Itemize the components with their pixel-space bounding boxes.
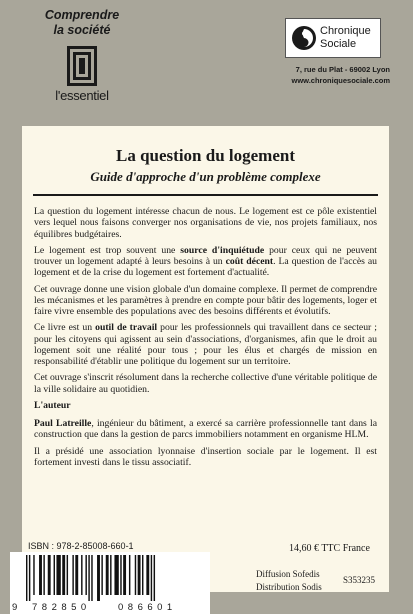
barcode-bar — [110, 555, 111, 595]
barcode-bar — [75, 555, 78, 595]
barcode-bar — [120, 555, 121, 595]
book-title: La question du logement — [116, 146, 295, 165]
barcode-bar — [67, 555, 68, 595]
publisher-website: www.chroniquesociale.com — [291, 76, 390, 85]
barcode-bar — [135, 555, 136, 595]
summary-text — [34, 206, 377, 473]
barcode-bar — [123, 555, 126, 595]
barcode-bar — [81, 555, 82, 595]
diffusion: Diffusion Sofedis — [256, 569, 320, 579]
publisher-emblem-icon — [291, 25, 317, 51]
barcode-right-digits: 086601 — [118, 602, 177, 613]
barcode-bar — [72, 555, 73, 595]
barcode-bar — [114, 555, 118, 595]
collection-line-1: Comprendre — [44, 8, 120, 22]
author-heading: L'auteur — [34, 399, 71, 411]
barcode-bar — [91, 555, 92, 601]
barcode-bar — [54, 555, 55, 595]
collection-logo — [36, 8, 128, 103]
barcode-bar — [138, 555, 141, 595]
barcode-bar — [154, 555, 155, 601]
price: 14,60 € TTC France — [289, 543, 370, 554]
barcode-bar — [97, 555, 100, 601]
paragraph-2: Le logement est trop souvent une source d'inquiétude pour ceux qui ne peuvent trouver un logement adapté à leurs besoins à un coût décent. La question de l'accès au logement et de la crise du logement est fortement d'actualité. — [34, 244, 377, 279]
barcode-bar — [33, 555, 34, 595]
isbn: ISBN : 978-2-85008-660-1 — [28, 541, 134, 551]
publisher-contact — [230, 64, 390, 86]
paragraph-5: Cet ouvrage s'inscrit résolument dans la recherche collective d'une véritable politique de la ville solidaire au quotidien. — [34, 372, 377, 395]
paragraph-4: Ce livre est un outil de travail pour les professionnels qui travaillent dans ce secteur ; pour les citoyens qui agissent au sein d'associations, d'organismes, afin que le droit au logement soit une réalité pour tous ; pour les élus et chargés de mission en responsabilité d'établir une politique du logement sur un territoire. — [34, 322, 377, 367]
barcode-bars — [20, 555, 200, 601]
barcode — [10, 552, 210, 614]
distribution-info — [256, 568, 322, 594]
paragraph-3: Cet ouvrage donne une vision globale d'un domaine complexe. Il permet de comprendre les mécanismes et les paramètres à prendre en compte pour bâtir des logements, loger et faire vivre ensemble des populations avec des besoins différents et évolutifs. — [34, 283, 377, 317]
collection-line-2: la société — [53, 23, 111, 37]
barcode-bar — [56, 555, 60, 595]
paragraph-1: La question du logement intéresse chacun de nous. Le logement est ce pôle existentiel vers lequel nous faisons converger nos organisations de vie, nos projets familiaux, nos équilibres budgétaires. — [34, 206, 377, 240]
publisher-name — [320, 25, 371, 51]
publisher-address: 7, rue du Plat - 69002 Lyon — [295, 65, 390, 74]
barcode-bar — [85, 555, 86, 595]
barcode-bar — [142, 555, 143, 595]
author-bio-2: Il a présidé une association lyonnaise d'insertion sociale par le logement. Il est fortement investi dans le tissu associatif. — [34, 445, 377, 468]
barcode-bar — [146, 555, 149, 595]
barcode-bar — [48, 555, 51, 595]
barcode-left-digits: 782850 — [32, 602, 91, 613]
product-code: S353235 — [343, 575, 376, 585]
barcode-bar — [62, 555, 65, 595]
publisher-logo — [285, 18, 381, 58]
barcode-bar — [101, 555, 102, 595]
summary-panel — [22, 126, 389, 592]
barcode-bar — [129, 555, 130, 595]
author-bio-1: Paul Latreille, ingénieur du bâtiment, a exercé sa carrière professionnelle tant dans la construction que dans la gestion de parcs immobiliers notamment en organisme HLM. — [34, 418, 377, 441]
barcode-bar — [151, 555, 152, 601]
barcode-bar — [106, 555, 109, 595]
publisher-name-line-2: Sociale — [320, 38, 357, 50]
barcode-bar — [39, 555, 42, 595]
distribution: Distribution Sodis — [256, 582, 322, 592]
publisher-name-line-1: Chronique — [320, 25, 371, 37]
collection-name: l'essentiel — [55, 88, 109, 103]
barcode-bar — [26, 555, 27, 601]
title-divider — [33, 194, 378, 196]
barcode-bar — [29, 555, 30, 601]
barcode-bar — [43, 555, 44, 595]
barcode-bar — [88, 555, 89, 601]
barcode-first-digit: 9 — [12, 602, 18, 613]
collection-square-icon — [67, 46, 97, 86]
book-subtitle: Guide d'approche d'un problème complexe — [90, 169, 321, 184]
